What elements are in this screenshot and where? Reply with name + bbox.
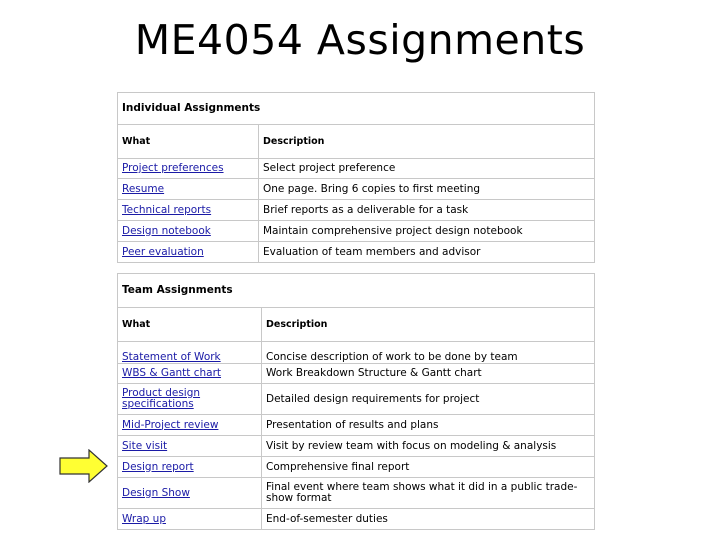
assignment-link-design-show[interactable]: Design Show	[122, 486, 190, 499]
table-row	[118, 364, 595, 384]
page-title: ME4054 Assignments	[134, 16, 586, 64]
assignment-link-peer-evaluation[interactable]: Peer evaluation	[122, 245, 204, 258]
individual-section-heading: Individual Assignments	[118, 93, 595, 125]
assignment-description: Select project preference	[259, 159, 595, 179]
individual-description-header: Description	[259, 125, 595, 159]
assignment-link-wrap-up[interactable]: Wrap up	[122, 512, 166, 525]
individual-assignments-table	[117, 92, 595, 263]
assignment-description: One page. Bring 6 copies to first meeting	[259, 179, 595, 200]
assignment-link-technical-reports[interactable]: Technical reports	[122, 203, 212, 216]
assignment-description: Presentation of results and plans	[262, 415, 595, 436]
team-description-header: Description	[262, 308, 595, 342]
assignment-description: Final event where team shows what it did in a public trade-show format	[262, 478, 595, 509]
assignment-description: Brief reports as a deliverable for a task	[259, 200, 595, 221]
assignment-link-product-design-specifications[interactable]: Product design specifications	[122, 387, 201, 410]
assignment-description: Comprehensive final report	[262, 457, 595, 478]
table-row	[118, 415, 595, 436]
assignment-link-wbs-gantt-chart[interactable]: WBS & Gantt chart	[122, 367, 222, 379]
team-what-header: What	[118, 308, 262, 342]
table-row	[118, 221, 595, 242]
assignment-description: Detailed design requirements for project	[262, 384, 595, 415]
team-assignments-table	[117, 273, 595, 530]
assignment-link-project-preferences[interactable]: Project preferences	[122, 162, 224, 174]
assignment-link-design-notebook[interactable]: Design notebook	[122, 224, 211, 237]
team-section-heading: Team Assignments	[118, 274, 595, 308]
assignment-description: Evaluation of team members and advisor	[259, 242, 595, 263]
assignment-link-statement-of-work[interactable]: Statement of Work	[122, 351, 221, 363]
table-row	[118, 384, 595, 415]
table-row	[118, 200, 595, 221]
assignment-description: Concise description of work to be done by team	[262, 342, 595, 364]
table-row	[118, 159, 595, 179]
table-row	[118, 509, 595, 530]
arrow-right-icon	[59, 449, 109, 483]
assignment-description: Work Breakdown Structure & Gantt chart	[262, 364, 595, 384]
assignment-description: End-of-semester duties	[262, 509, 595, 530]
assignment-link-design-report[interactable]: Design report	[122, 460, 194, 473]
table-row	[118, 342, 595, 364]
assignment-link-resume[interactable]: Resume	[122, 182, 165, 195]
table-row	[118, 242, 595, 263]
assignment-link-mid-project-review[interactable]: Mid-Project review	[122, 418, 219, 431]
assignment-description: Maintain comprehensive project design notebook	[259, 221, 595, 242]
assignment-link-site-visit[interactable]: Site visit	[122, 439, 168, 452]
table-row	[118, 436, 595, 457]
assignment-description: Visit by review team with focus on modeling & analysis	[262, 436, 595, 457]
table-row	[118, 457, 595, 478]
individual-what-header: What	[118, 125, 259, 159]
table-row	[118, 179, 595, 200]
table-row	[118, 478, 595, 509]
